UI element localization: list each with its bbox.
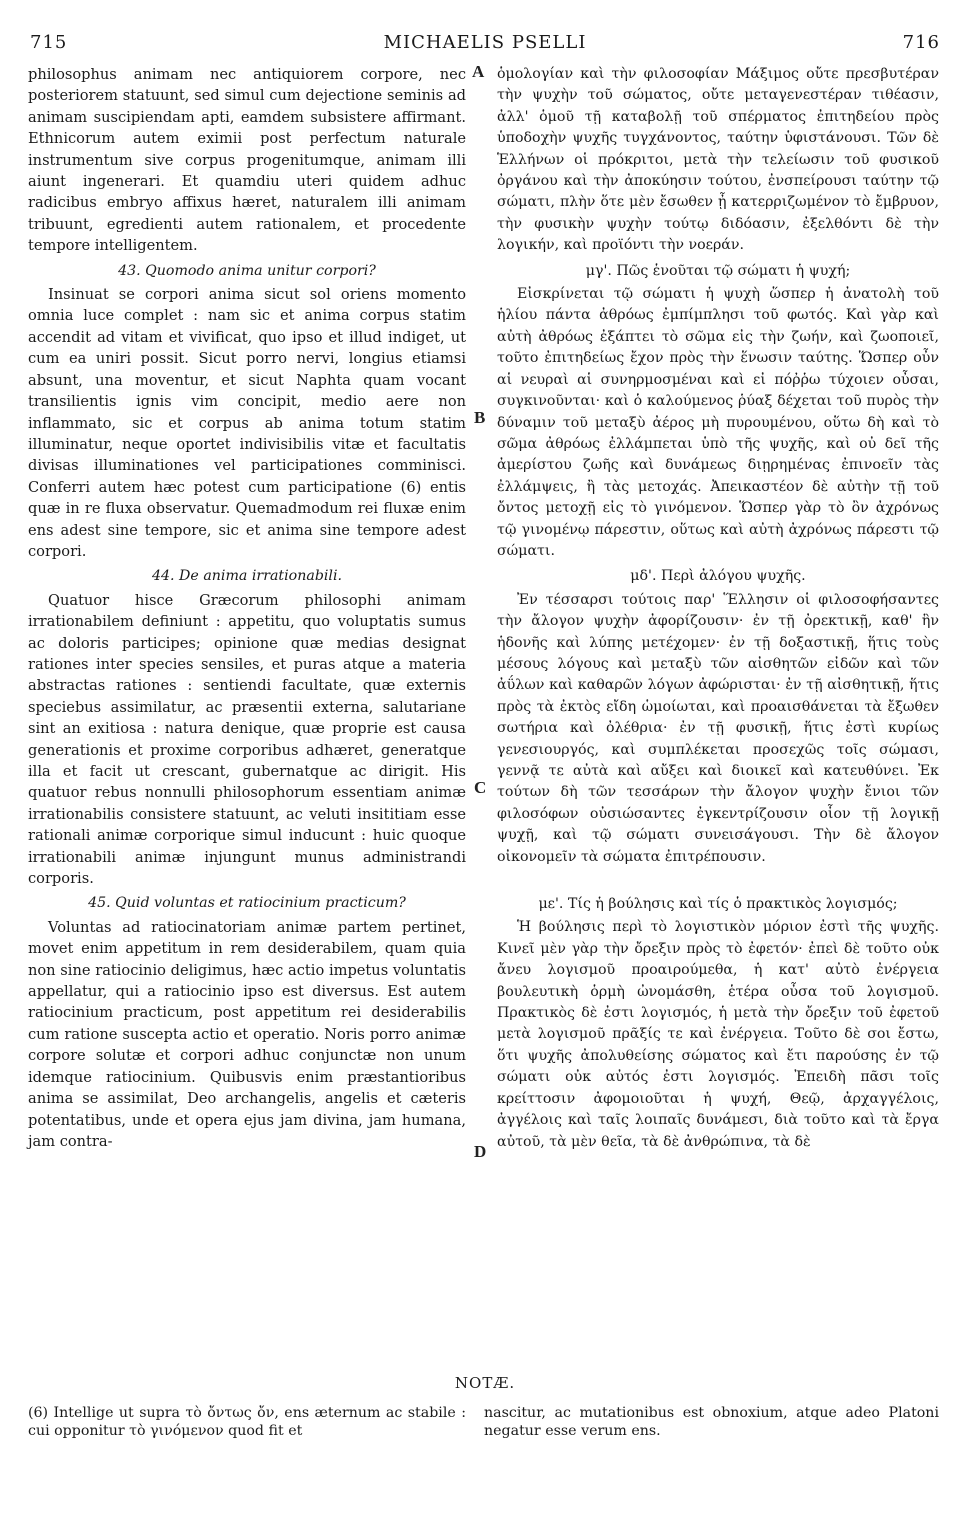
margin-marker-d: D [474,1142,487,1161]
running-title: MICHAELIS PSELLI [383,32,587,53]
notes-heading: NOTÆ. [454,1374,516,1392]
greek-column [497,64,939,1153]
page-number-right: 716 [902,32,940,53]
latin-section-43-heading: 43. Quomodo anima unitur corpori? [118,262,376,279]
greek-section-45-heading: με'. Τίς ἡ βούλησις καὶ τίς ὁ πρακτικὸς λογισμός; [538,896,898,913]
greek-section-44-text: Ἐν τέσσαρσι τούτοις παρ' Ἕλλησιν οἱ φιλοσοφήσαντες τὴν ἄλογον ψυχὴν ἀφορίζουσιν· ἐν τῇ ὀρεκτικῇ, καθ' ἣν ἡδονῆς καὶ λύπης μετέχομεν· ἐν τῇ δοξαστικῇ, ἥτις τοὺς μέσους λόγους καὶ μεταξὺ τῶν αἰσθητῶν εἰδῶν καὶ τῶν ἀΰλων καὶ καθαρῶν λόγων ἀφώρισται· ἐν τῇ αἰσθητικῇ, ἥτις πρὸς τὰ ἐκτὸς εἴδη ὡμοίωται, καὶ προαισθάνεται τὰ ἔξωθεν σωτήρια καὶ ὀλέθρια· ἐν τῇ φυσικῇ, ἥτις ἐστὶ κυρίως γενεσιουργός, καὶ συμπλέκεται προσεχῶς τοῖς σώμασι, γεννᾷ τε αὐτὰ καὶ αὔξει καὶ διοικεῖ καὶ κατευθύνει. Ἐκ τούτων δὴ τῶν τεσσάρων τὴν ἄλογον ψυχὴν ἔνιοι τῶν φιλοσόφων οὐσιώσαντες ἐγκεντρίζουσιν οἷον τῇ λογικῇ ψυχῇ, καὶ τῷ σώματι συνεισάγουσι. Τὴν δὲ ἄλογον οἰκονομεῖν τὰ σώματα ἐπιτρέπουσιν. [497,591,939,865]
latin-intro-paragraph: philosophus animam nec antiquiorem corpore, nec posteriorem statuunt, sed simul cum dejectione seminis ad animam suscipiendam apti, eamdem subsistere affirmant. Ethnicorum autem eximii post perfectum naturale instrumentum sive corpus progenitumque, animam illi aiunt ingenerari. Et quamdiu uteri quidem adhuc radicibus embryo affixus hæret, naturalem illi animam tribuunt, egredienti autem rationalem, et procedente tempore intelligentem. [28,66,466,255]
greek-intro-paragraph: ὁμολογίαν καὶ τὴν φιλοσοφίαν Μάξιμος οὔτε πρεσβυτέραν τὴν ψυχὴν τοῦ σώματος, οὔτε μεταγενεστέραν τιθέασιν, ἀλλ' ὁμοῦ τῇ καταβολῇ τοῦ σπέρματος ἐπιτηδείου πρὸς ὑποδοχὴν ψυχῆς τυγχάνοντος, ταύτην ὑφιστάνουσι. Τῶν δὲ Ἑλλήνων οἱ πρόκριτοι, μετὰ τὴν τελείωσιν τοῦ φυσικοῦ ὀργάνου καὶ τὴν ἀποκύησιν τούτου, ἐνσπείρουσι ταύτην τῷ σώματι, πλὴν ὅτε μὲν ἔσωθεν ᾖ κατερριζωμένον τὸ ἔμβρυον, τὴν φυσικὴν ψυχὴν τούτῳ διδόασιν, ἐξελθόντι δὲ τὴν λογικήν, καὶ προϊόντι τὴν νοεράν. [497,66,939,254]
latin-section-45-text: Voluntas ad ratiocinatoriam animæ partem pertinet, movet enim appetitum in rem desiderabilem, quam quia non sine ratiocinio deligimus, hæc actio impetus voluntatis appellatur, qui a ratiocinio ipso est diversus. Est autem ratiocinium practicum, post appetitum rei desiderabilis cum ratione suscepta actio et operatio. Noris porro animæ corpore solutæ et corpori adhuc conjunctæ non unum idemque ratiocinium. Quibusvis enim præstantioribus anima se assimilat, Deo archangelis, angelis et cæteris potentatibus, unde et opera ejus jam divina, jam humana, jam contra- [28,918,466,1150]
page-header [30,32,940,56]
footnote-left: (6) Intellige ut supra τὸ ὄντως ὄν, ens æternum ac stabile : cui opponitur τὸ γινόμενον quod fit et [28,1405,466,1439]
greek-section-45-text: Ἡ βούλησις περὶ τὸ λογιστικὸν μόριον ἐστὶ τῆς ψυχῆς. Κινεῖ μὲν γὰρ τὴν ὄρεξιν πρὸς τὸ ἐφετόν· ἐπεὶ δὲ τοῦτο οὐκ ἄνευ λογισμοῦ προαιρούμεθα, ἡ κατ' αὐτὸ ἐνέργεια βουλευτικὴ ὁρμὴ ὠνομάσθη, ἑτέρα οὖσα τοῦ λογισμοῦ. Πρακτικὸς δὲ ἐστι λογισμός, ἡ μετὰ τὴν ὄρεξιν τοῦ ἐφετοῦ μετὰ λογισμοῦ πρᾶξίς τε καὶ ἐνέργεια. Τοῦτο δὲ σοι ἔστω, ὅτι ψυχῆς ἀπολυθείσης σώματος καὶ ἔτι παρούσης ἐν τῷ σώματι οὐκ αὐτός ἐστι λογισμός. Ἐπειδὴ πᾶσι τοῖς κρείττοσιν ἀφομοιοῦται ἡ ψυχή, Θεῷ, ἀρχαγγέλοις, ἀγγέλοις καὶ ταῖς λοιπαῖς δυνάμεσι, διὰ τοῦτο καὶ τὰ ἔργα αὐτοῦ, τὰ μὲν θεῖα, τὰ δὲ ἀνθρώπινα, τὰ δὲ [497,919,939,1150]
latin-section-43-text: Insinuat se corpori anima sicut sol oriens momento omnia luce complet : nam sic et anima corpus statim accendit ad vitam et vivificat, quo ipso et illud indiget, ut cum ea uniri possit. Sicut porro nervi, longius etiamsi absunt, una moventur, et sicut Naphta quam vocant transilientis ignis vim concipit, medio aere non inflammato, sic et corpus ab anima totum statim illuminatur, neque oportet indivisibilis vitæ et facultatis divisas illuminationes vel participationes comminisci. Conferri autem hæc potest cum participatione (6) entis quæ in re fluxa observatur. Quemadmodum rei fluxæ enim ens adest sine tempore, sic et anima sine tempore adest corpori. [28,286,466,560]
latin-section-44-heading: 44. De anima irrationabili. [151,568,343,585]
latin-column [28,64,466,1152]
greek-section-44-heading: μδ'. Περὶ ἀλόγου ψυχῆς. [630,568,806,585]
page-number-left: 715 [30,32,68,53]
greek-section-43-heading: μγ'. Πῶς ἑνοῦται τῷ σώματι ἡ ψυχή; [585,262,851,279]
latin-section-45-heading: 45. Quid voluntas et ratiocinium practicum? [88,895,406,912]
greek-section-43-text: Εἰσκρίνεται τῷ σώματι ἡ ψυχὴ ὥσπερ ἡ ἀνατολὴ τοῦ ἡλίου πάντα ἀθρόως ἐμπίμπλησι τοῦ φωτός. Καὶ γὰρ καὶ αὐτὴ ἀθρόως ἐξάπτει τὸ σῶμα εἰς τὴν ζωήν, καὶ ζωοποιεῖ, τοῦτο ἐπιτηδείως ἔχον πρὸς τὴν ἕνωσιν ταύτης. Ὥσπερ οὖν αἱ νευραὶ αἱ συνηρμοσμέναι καὶ εἰ πόῤῥω τύχοιεν οὖσαι, συγκινοῦνται· καὶ ὁ καλούμενος ῥύαξ δέχεται τοῦ πυρὸς τὴν δύναμιν τοῦ μεταξὺ ἀέρος μὴ πυρουμένου, οὕτω δὴ καὶ τὸ σῶμα ἀθρόως ἐλλάμπεται ὑπὸ τῆς ψυχῆς, καὶ οὐ δεῖ τῆς ἀμερίστου ζωῆς καὶ δυνάμεως διῃρημένας ἐπινοεῖν τὰς ἐλλάμψεις, ἢ τὰς μετοχάς. Ἀπεικαστέον δὲ αὐτὴν τῇ τοῦ ὄντος μετοχῇ εἰς τὸ γινόμενον. Ὥσπερ γὰρ τὸ ὂν ἀχρόνως τῷ γινομένῳ πάρεστιν, οὕτως καὶ αὐτὴ ἀχρόνως πάρεστι τῷ σώματι. [497,286,939,559]
margin-marker-a: A [472,62,485,81]
margin-marker-b: B [474,408,486,427]
latin-section-44-text: Quatuor hisce Græcorum philosophi animam irrationabilem definiunt : appetitu, quo voluptatis sumus ac doloris participes; opinione quæ medias designat rationes inter species sensiles, et puras atque a materia abstractas rationes : sentiendi facultate, quæ externis speciebus assimilatur, ac præsentii externa, salutariane sint an exitiosa : natura denique, quæ proprie est causa generationis et proxime corporibus adhæret, generatque illa et facit ut crescant, gubernatque ac dirigit. His quatuor rebus nonnulli philosophorum essentiam animæ irrationabilis consistere statuunt, ac veluti insititiam esse rationali animæ corporique simul inducunt : huic quoque irrationabili animæ injungunt munus administrandi corporis. [28,591,466,888]
margin-marker-c: C [474,778,487,797]
footnote-right: nascitur, ac mutationibus est obnoxium, atque adeo Platoni negatur esse verum ens. [484,1405,939,1439]
